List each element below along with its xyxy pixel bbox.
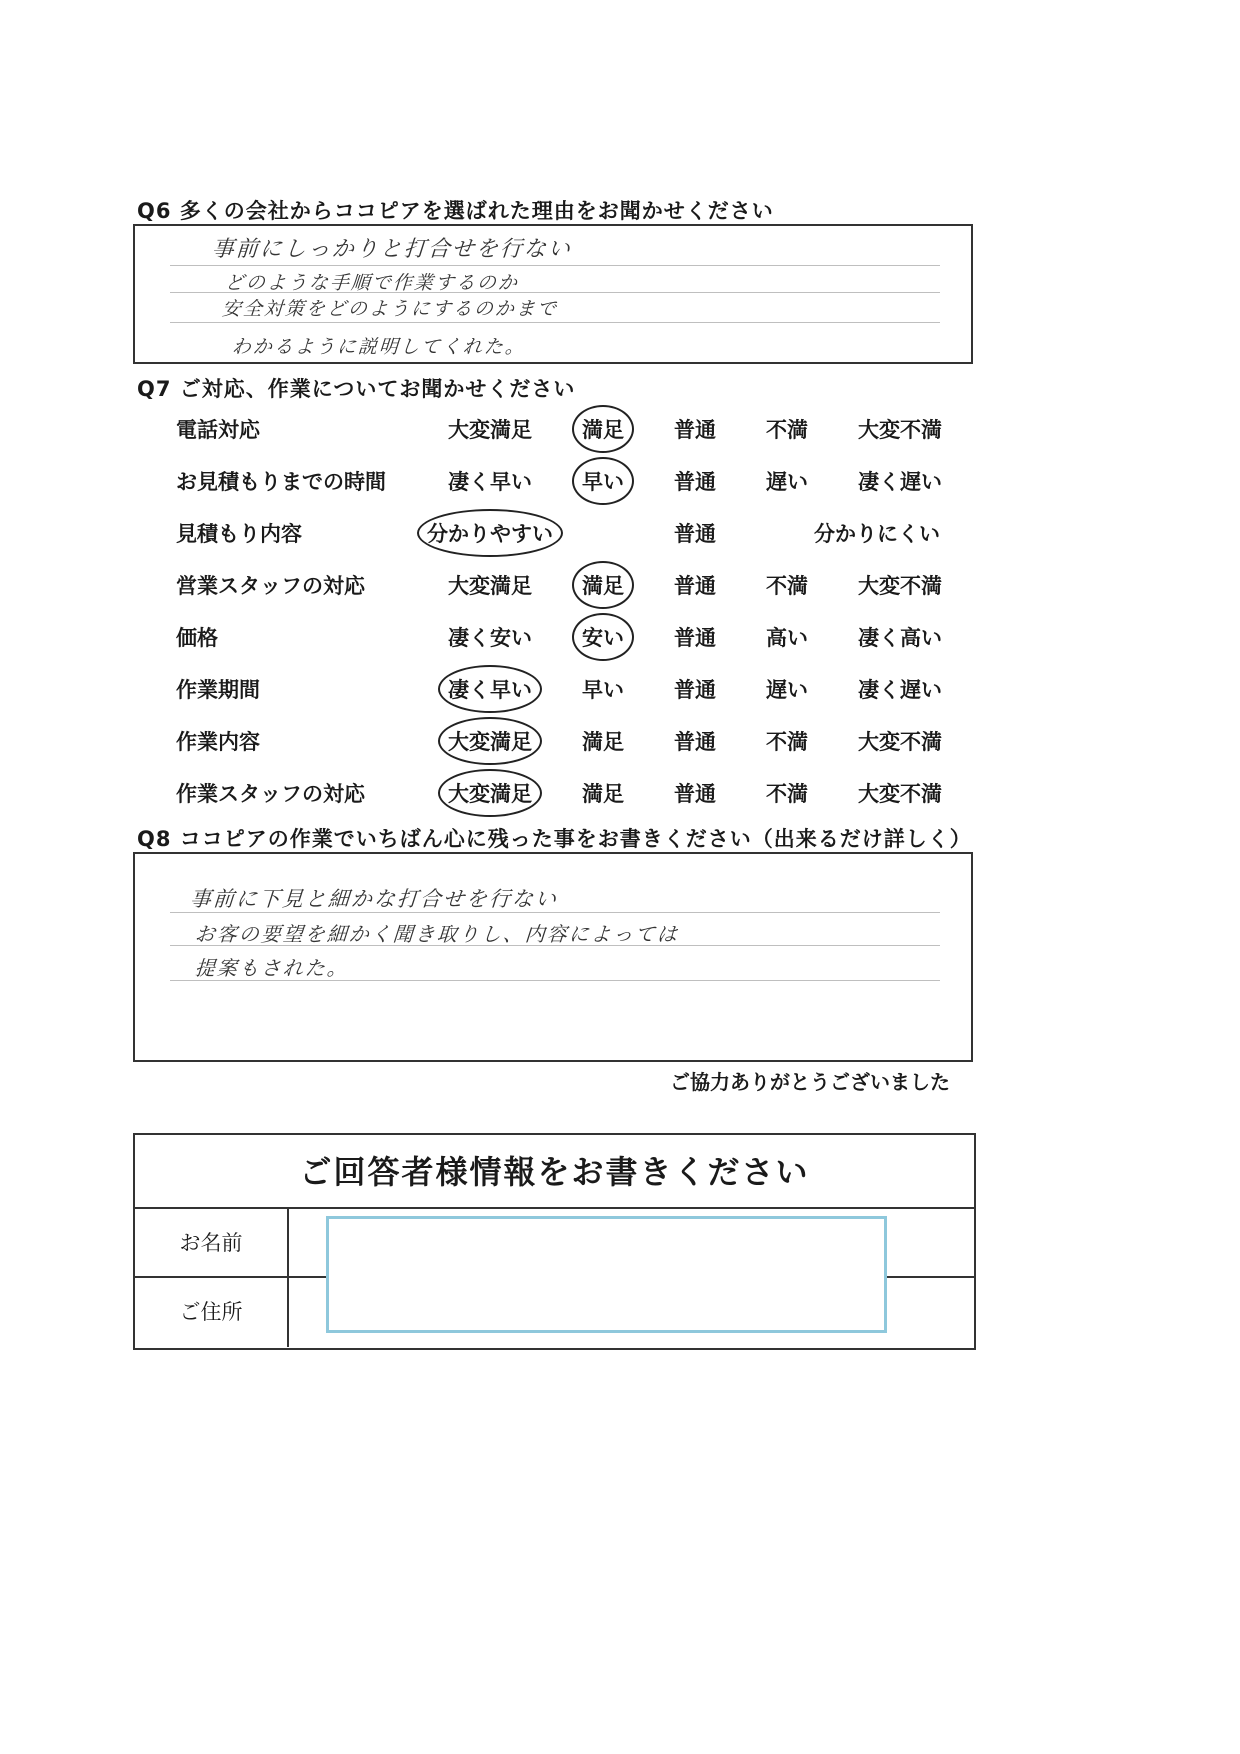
q7-row bbox=[0, 564, 1240, 604]
q7-option[interactable]: 普通 bbox=[674, 782, 716, 806]
q7-row-label: 見積もり内容 bbox=[176, 522, 302, 546]
q7-option[interactable]: 不満 bbox=[766, 418, 808, 442]
q7-row bbox=[0, 408, 1240, 448]
q7-option[interactable]: 満足 bbox=[582, 730, 624, 754]
q8-answer-line: お客の要望を細かく聞き取りし、内容によっては bbox=[194, 922, 680, 946]
q7-option[interactable]: 普通 bbox=[674, 626, 716, 650]
q7-row-label: 作業内容 bbox=[176, 730, 260, 754]
q7-row bbox=[0, 668, 1240, 708]
q7-option[interactable]: 高い bbox=[766, 626, 808, 650]
q8-answer-line: 提案もされた。 bbox=[194, 956, 350, 980]
name-label: お名前 bbox=[135, 1209, 289, 1276]
q7-option[interactable]: 大変満足 bbox=[448, 418, 532, 442]
q7-option[interactable]: 早い bbox=[582, 678, 624, 702]
q7-option[interactable]: 遅い bbox=[766, 470, 808, 494]
q7-option[interactable]: 普通 bbox=[674, 418, 716, 442]
q7-row-label: 作業スタッフの対応 bbox=[176, 782, 365, 806]
q7-option[interactable]: 凄く高い bbox=[858, 626, 942, 650]
q7-option[interactable]: 普通 bbox=[674, 678, 716, 702]
q8-title: Q8 ココピアの作業でいちばん心に残った事をお書きください（出来るだけ詳しく） bbox=[137, 827, 972, 851]
q7-option-selected[interactable]: 凄く早い bbox=[448, 674, 532, 704]
q7-option[interactable]: 大変満足 bbox=[448, 574, 532, 598]
q7-option[interactable]: 大変不満 bbox=[858, 782, 942, 806]
q7-option[interactable]: 不満 bbox=[766, 782, 808, 806]
q7-option[interactable]: 普通 bbox=[674, 470, 716, 494]
thanks-message: ご協力ありがとうございました bbox=[670, 1070, 950, 1094]
respondent-info-heading: ご回答者様情報をお書きください bbox=[135, 1135, 974, 1209]
q6-guide-line-1 bbox=[170, 265, 940, 266]
q6-answer-line: 事前にしっかりと打合せを行ない bbox=[210, 237, 573, 262]
q7-option-selected[interactable]: 満足 bbox=[582, 414, 624, 444]
q6-title: Q6 多くの会社からココピアを選ばれた理由をお聞かせください bbox=[137, 199, 774, 223]
q7-option-selected[interactable]: 早い bbox=[582, 466, 624, 496]
q7-option[interactable]: 普通 bbox=[674, 522, 716, 546]
q7-row bbox=[0, 460, 1240, 500]
q7-option[interactable]: 遅い bbox=[766, 678, 808, 702]
q7-row bbox=[0, 512, 1240, 552]
q7-option-selected[interactable]: 分かりやすい bbox=[427, 518, 553, 548]
q7-option-selected[interactable]: 大変満足 bbox=[448, 726, 532, 756]
q6-guide-line-3 bbox=[170, 322, 940, 323]
q7-option[interactable]: 大変不満 bbox=[858, 574, 942, 598]
q7-option[interactable]: 不満 bbox=[766, 730, 808, 754]
q7-option[interactable]: 大変不満 bbox=[858, 730, 942, 754]
q7-option[interactable]: 凄く早い bbox=[448, 470, 532, 494]
q7-row-label: 価格 bbox=[176, 626, 218, 650]
q7-title: Q7 ご対応、作業についてお聞かせください bbox=[137, 377, 576, 401]
q7-option[interactable]: 普通 bbox=[674, 574, 716, 598]
address-label: ご住所 bbox=[135, 1278, 289, 1347]
q7-row bbox=[0, 720, 1240, 760]
q7-option[interactable]: 普通 bbox=[674, 730, 716, 754]
q7-option[interactable]: 凄く安い bbox=[448, 626, 532, 650]
q6-answer-line: 安全対策をどのようにするのかまで bbox=[221, 298, 559, 320]
q7-option-selected[interactable]: 大変満足 bbox=[448, 778, 532, 808]
q7-row-label: 電話対応 bbox=[176, 418, 260, 442]
q7-option[interactable]: 不満 bbox=[766, 574, 808, 598]
q7-option[interactable]: 分かりにくい bbox=[814, 522, 940, 546]
q8-answer-line: 事前に下見と細かな打合せを行ない bbox=[189, 887, 559, 911]
q7-row-label: お見積もりまでの時間 bbox=[176, 470, 386, 494]
q7-option[interactable]: 凄く遅い bbox=[858, 470, 942, 494]
q7-row-label: 営業スタッフの対応 bbox=[176, 574, 365, 598]
q6-answer-line: わかるように説明してくれた。 bbox=[231, 336, 527, 358]
q7-option-selected[interactable]: 安い bbox=[582, 622, 624, 652]
q7-row bbox=[0, 616, 1240, 656]
q7-row bbox=[0, 772, 1240, 812]
redaction-box bbox=[326, 1216, 887, 1333]
q7-option-selected[interactable]: 満足 bbox=[582, 570, 624, 600]
q7-option[interactable]: 凄く遅い bbox=[858, 678, 942, 702]
q7-option[interactable]: 満足 bbox=[582, 782, 624, 806]
q6-answer-line: どのような手順で作業するのか bbox=[224, 272, 520, 294]
q7-row-label: 作業期間 bbox=[176, 678, 260, 702]
q7-option[interactable]: 大変不満 bbox=[858, 418, 942, 442]
